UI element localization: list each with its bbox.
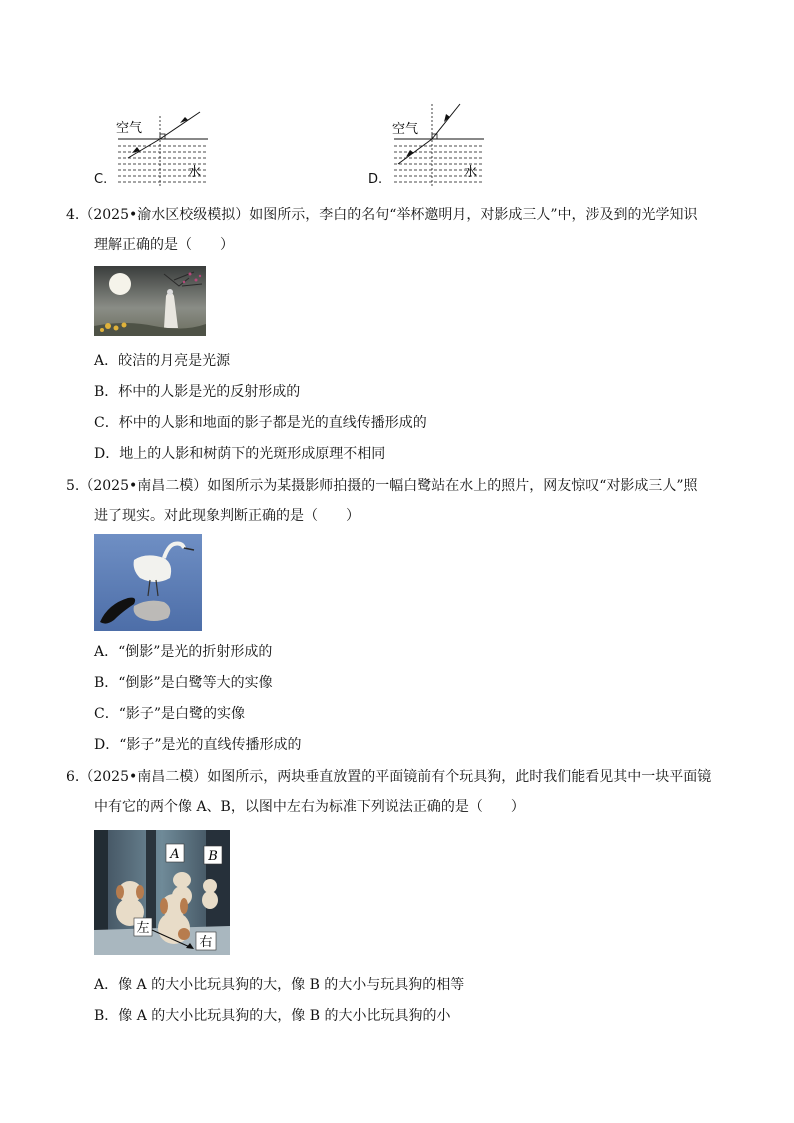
q5-option-c[interactable]: C．“影子”是白鹭的实像 (94, 706, 246, 722)
water-label-d: 水 (464, 165, 478, 180)
q4-option-a[interactable]: A．皎洁的月亮是光源 (94, 353, 231, 369)
q5-stem-line2: 进了现实。对此现象判断正确的是（ ） (94, 508, 360, 524)
q4-stem-line2: 理解正确的是（ ） (94, 237, 234, 253)
q6-option-a[interactable]: A．像 A 的大小比玩具狗的大，像 B 的大小与玩具狗的相等 (94, 977, 465, 993)
q4-option-c[interactable]: C．杯中的人影和地面的影子都是光的直线传播形成的 (94, 415, 427, 431)
q5-option-d[interactable]: D．“影子”是光的直线传播形成的 (94, 737, 302, 753)
option-d-label: D. (368, 172, 383, 187)
q4-stem-line1: 4.（2025•渝水区校级模拟）如图所示，李白的名句“举杯邀明月，对影成三人”中，涉及到的光学知识 (66, 207, 698, 223)
q5-egret-image (94, 534, 202, 631)
refraction-diagram-c (108, 108, 218, 188)
q4-option-d[interactable]: D．地上的人影和树荫下的光斑形成原理不相同 (94, 446, 386, 462)
option-c-label: C. (94, 172, 108, 187)
q4-moon-poet-image (94, 266, 206, 336)
q6-mirror-dog-image (94, 830, 230, 955)
refraction-diagram-d (384, 102, 494, 188)
image-label-left: 左 (136, 921, 150, 936)
q6-stem-line1: 6.（2025•南昌二模）如图所示，两块垂直放置的平面镜前有个玩具狗，此时我们能看见其中一块平面镜 (66, 769, 712, 785)
q4-option-b[interactable]: B．杯中的人影是光的反射形成的 (94, 384, 301, 400)
q5-option-a[interactable]: A．“倒影”是光的折射形成的 (94, 644, 273, 660)
air-label-d: 空气 (392, 122, 419, 137)
image-label-b: B (208, 849, 218, 864)
q5-stem-line1: 5.（2025•南昌二模）如图所示为某摄影师拍摄的一幅白鹭站在水上的照片，网友惊叹“对影成三人”照 (66, 478, 698, 494)
q6-stem-line2: 中有它的两个像 A、B，以图中左右为标准下列说法正确的是（ ） (94, 799, 525, 815)
water-label-c: 水 (188, 165, 202, 180)
image-label-right: 右 (199, 935, 213, 950)
q5-option-b[interactable]: B．“倒影”是白鹭等大的实像 (94, 675, 273, 691)
q6-option-b[interactable]: B．像 A 的大小比玩具狗的大，像 B 的大小比玩具狗的小 (94, 1008, 451, 1024)
image-label-a: A (170, 847, 180, 862)
air-label-c: 空气 (116, 121, 143, 136)
